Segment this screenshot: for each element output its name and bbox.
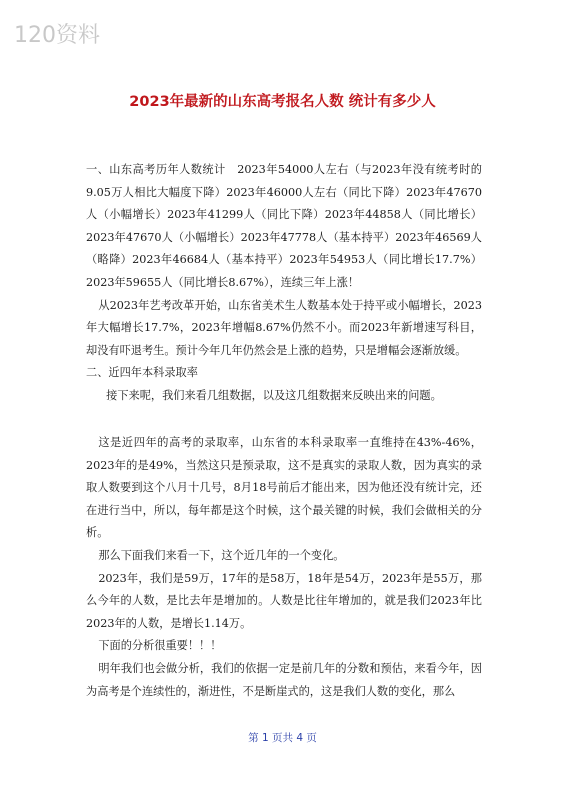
- paragraph-important: 下面的分析很重要！！！: [98, 639, 222, 653]
- paragraph-stats: 一、山东高考历年人数统计 2023年54000人左右（与2023年没有统考时的9.05万人相比大幅度下降）2023年46000人左右（同比下降）2023年47670人（小幅增长）2023年41299人（同比下降）2023年44858人（同比增长）2023年47670人（小幅增长）2023年47778人（基本持平）2023年46569人（略降）2023年46684人（基本持平）2023年54953人（同比增长17.7%）2023年59655人（同比增长8.67%），连续三年上涨！: [86, 163, 482, 289]
- paragraph-intro: 接下来呢，我们来看几组数据，以及这几组数据来反映出来的问题。: [106, 388, 442, 402]
- page-footer: 第 1 页共 4 页: [248, 732, 317, 744]
- paragraph-art-reform: 从2023年艺考改革开始，山东省美术生人数基本处于持平或小幅增长，2023年大幅增长17.7%，2023年增幅8.67%仍然不小。而2023年新增速写科目，却没有吓退考生。预计今年几年仍然会是上涨的趋势，只是增幅会逐渐放缓。: [86, 298, 482, 357]
- paragraph-analysis: 明年我们也会做分析，我们的依据一定是前几年的分数和预估，来看今年，因为高考是个连续性的，渐进性，不是断崖式的，这是我们人数的变化，那么: [86, 661, 482, 698]
- section-2-body: [86, 432, 482, 703]
- paragraph-admission-rate: 这是近四年的高考的录取率，山东省的本科录取率一直维持在43%-46%，2023年的是49%，当然这只是预录取，这不是真实的录取人数，因为真实的录取人数要到这个八月十几号，8月18号前后才能出来，因为他还没有统计完，还在进行当中，所以，每年都是这个时候，这个最关键的时候，我们会做相关的分析。: [86, 436, 482, 540]
- paragraph-numbers: 2023年，我们是59万，17年的是58万，18年是54万，2023年是55万，那么今年的人数，是比去年是增加的。人数是比往年增加的，就是我们2023年比2023年的人数，是增长1.14万。: [86, 571, 482, 630]
- watermark-logo: 120资料: [14, 23, 100, 48]
- document-title: 2023年最新的山东高考报名人数 统计有多少人: [129, 94, 436, 110]
- section-1: [86, 159, 482, 408]
- paragraph-changes: 那么下面我们来看一下，这个近几年的一个变化。: [98, 548, 345, 562]
- section-2-heading: 二、近四年本科录取率: [86, 366, 198, 380]
